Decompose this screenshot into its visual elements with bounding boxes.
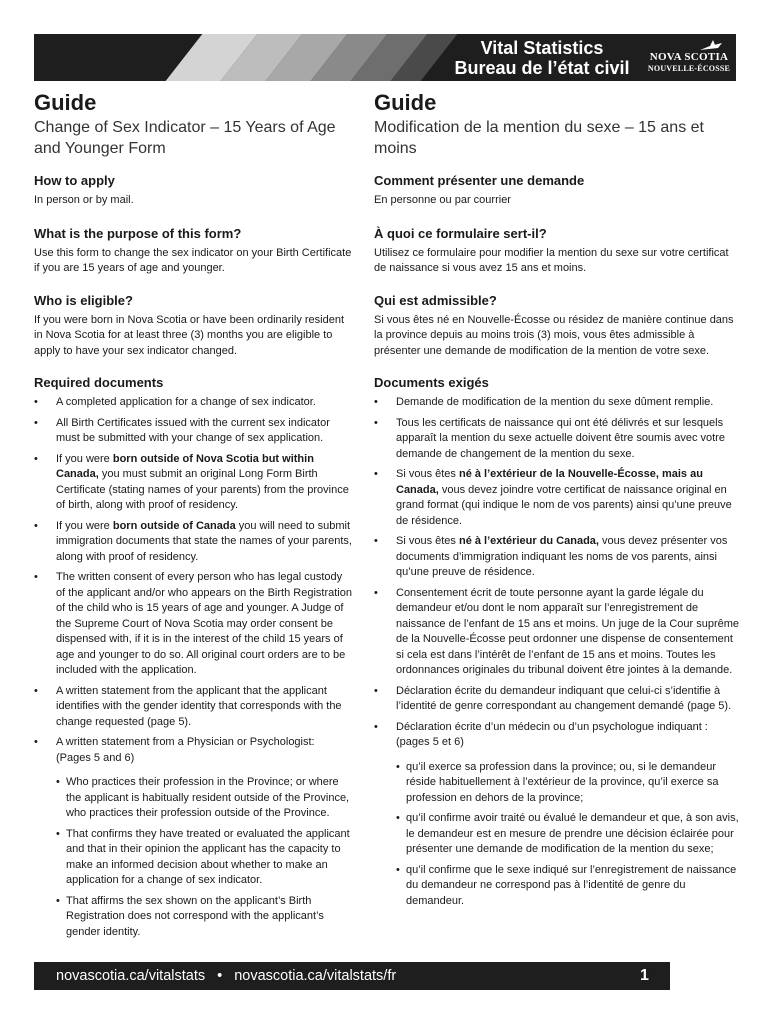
list-item: • If you were born outside of Canada you will need to submit immigration documents that state the names of your parents, along with proof of residency. [34,519,352,566]
eligible-heading-fr: Qui est admissible? [374,292,497,308]
footer-links [56,962,396,990]
how-to-apply-heading-fr: Comment présenter une demande [374,173,585,188]
documents-list [34,395,352,940]
list-item: • Tous les certificats de naissance qui ont été délivrés et sur lesquels apparaît la mention du sexe actuelle doivent être soumis avec votre demande de changement de la mention du sexe. [374,416,740,463]
logo-main-text: NOVA SCOTIA [649,51,729,63]
sub-list-item: • qu’il confirme que le sexe indiqué sur l’enregistrement de naissance du demandeur ne correspond pas à l’identité de genre du demandeur. [396,863,740,910]
footer-link-en[interactable]: novascotia.ca/vitalstats [56,968,206,984]
sub-list-item: • That affirms the sex shown on the applicant’s Birth Registration does not correspond with the applicant’s gender identity. [56,894,352,941]
sub-list-item: • qu’il confirme avoir traité ou évalué le demandeur et que, à son avis, le demandeur est en mesure de prendre une décision éclairée pour présenter une demande de modification de la mention du sexe; [396,811,740,858]
documents-list-fr [374,395,740,909]
purpose-text: Use this form to change the sex indicator on your Birth Certificate if you are 15 years of age and younger. [34,246,352,274]
page-number: 1 [640,967,649,984]
list-item: • Déclaration écrite d’un médecin ou d’un psychologue indiquant : (pages 5 et 6) • qu’il exerce sa profession dans la province; ou, si le demandeur réside habituellement à l’extérieur de la province, qu’il exerce sa profession en dehors de la province; • qu’il confirme avoir traité ou évalué le demandeur et que, à son avis, le demandeur est en mesure de prendre une décision éclairée pour présenter une demande de modification de la mention du sexe; • qu’il confirme que le sexe indiqué sur l’enregistrement de naissance du demandeur ne correspond pas à l’identité de genre du demandeur. [374,720,740,910]
french-column [374,90,740,914]
header-titles [424,38,660,78]
sub-list-item: • Who practices their profession in the Province; or where the applicant is habitually resident outside of the Province, who practices their profession outside of the Province. [56,775,352,822]
how-to-apply-heading: How to apply [34,173,115,188]
list-item: • Si vous êtes né à l’extérieur de la Nouvelle-Écosse, mais au Canada, vous devez joindre votre certificat de naissance original en grand format (qui indique le nom de vos parents) ainsi qu’une preuve de résidence. [374,467,740,529]
purpose-text-fr: Utilisez ce formulaire pour modifier la mention du sexe sur votre certificat de naissance si vous avez 15 ans et moins. [374,246,729,274]
eligible-heading: Who is eligible? [34,292,133,308]
list-item: • A completed application for a change of sex indicator. [34,395,352,411]
english-column [34,90,352,945]
list-item: • A written statement from the applicant that the applicant identifies with the gender identity that corresponds with the change requested (page 5). [34,684,352,731]
eligible-text-fr: Si vous êtes né en Nouvelle-Écosse ou résidez de manière continue dans la province depuis au moins trois (3) mois, vous êtes admissible à présenter une demande de modification de la mention de votre sexe. [374,313,734,357]
flag-ship-icon [696,40,726,52]
page-title-fr: Guide [374,90,437,115]
sub-list [56,775,352,940]
header-banner [34,34,736,81]
list-item: • Déclaration écrite du demandeur indiquant que celui-ci s’identifie à l’identité de genre correspondant au changement demandé (page 5). [374,684,740,715]
page-title: Guide [34,90,97,115]
purpose-heading-fr: À quoi ce formulaire sert-il? [374,225,547,241]
documents-heading: Required documents [34,375,164,390]
sub-list-fr [396,760,740,910]
footer-link-fr[interactable]: novascotia.ca/vitalstats/fr [234,968,397,984]
form-subtitle-fr: Modification de la mention du sexe – 15 ans et moins [374,119,704,157]
list-item: • If you were born outside of Nova Scotia but within Canada, you must submit an original Long Form Birth Certificate (stating names of your parents) from the province of birth, along with proof of residency. [34,452,352,514]
sub-list-item: • That confirms they have treated or evaluated the applicant and that in their opinion the applicant has the capacity to make an informed decision about whether to make an application for a change of sex indicator. [56,827,352,889]
footer-separator: • [217,968,223,984]
list-item: • Consentement écrit de toute personne ayant la garde légale du demandeur et/ou dont le nom apparaît sur l’enregistrement de naissance de l’enfant de 15 ans et moins. Un juge de la Cour suprême de la Nouvelle-Écosse peut ordonner une dispense de consentement si cela est dans l’intérêt de l’enfant de 15 ans et moins. Toutes les ordonnances originales du tribunal doivent être jointes à la demande. [374,586,740,679]
how-to-apply-text: In person or by mail. [34,194,134,206]
header-title-en: Vital Statistics [480,38,604,58]
list-item: • The written consent of every person who has legal custody of the applicant and/or who appears on the Birth Registration of the child who is 15 years of age and younger. A Judge of the Supreme Court of Nova Scotia may order consent be dispensed with, if it is in the interest of the child 15 years of age and younger to do so. All original court orders are to be included with the application. [34,570,352,679]
list-item: • Si vous êtes né à l’extérieur du Canada, vous devez présenter vos documents d’immigration indiquant les noms de vos parents, ainsi qu’une preuve de résidence. [374,534,740,581]
purpose-heading: What is the purpose of this form? [34,225,242,241]
nova-scotia-logo [644,38,734,78]
sub-list-item: • qu’il exerce sa profession dans la province; ou, si le demandeur réside habituellement à l’extérieur de la province, qu’il exerce sa profession en dehors de la province; [396,760,740,807]
list-item: • All Birth Certificates issued with the current sex indicator must be submitted with your change of sex application. [34,416,352,447]
header-title-fr: Bureau de l’état civil [454,58,630,78]
how-to-apply-text-fr: En personne ou par courrier [374,194,511,206]
footer-bar [34,962,670,990]
documents-heading-fr: Documents exigés [374,375,489,390]
list-item: • A written statement from a Physician or Psychologist: (Pages 5 and 6) • Who practices their profession in the Province; or where the applicant is habitually resident outside of the Province, who practices their profession outside of the Province. • That confirms they have treated or evaluated the applicant and that in their opinion the applicant has the capacity to make an informed decision about whether to make an application for a change of sex indicator. • That affirms the sex shown on the applicant’s Birth Registration does not correspond with the applicant’s gender identity. [34,735,352,940]
eligible-text: If you were born in Nova Scotia or have been ordinarily resident in Nova Scotia for at least three (3) months you are eligible to apply to have your sex indicator changed. [34,313,345,357]
logo-sub-text: NOUVELLE-ÉCOSSE [647,64,731,73]
list-item: • Demande de modification de la mention du sexe dûment remplie. [374,395,740,411]
form-subtitle: Change of Sex Indicator – 15 Years of Age and Younger Form [34,119,336,157]
